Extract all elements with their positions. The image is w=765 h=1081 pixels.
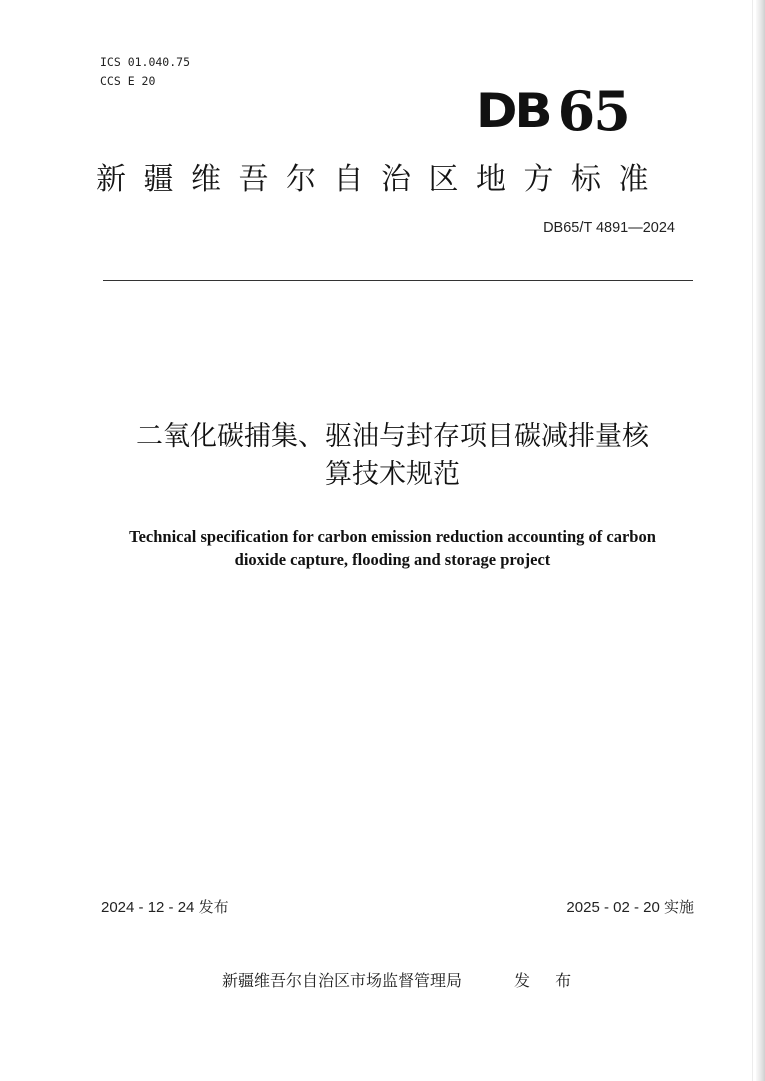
english-title [60,525,725,571]
db-logo-number: 65 [557,79,629,143]
english-title-line-2: dioxide capture, flooding and storage project [234,550,551,569]
db-logo [476,79,629,143]
issue-date: 2024 - 12 - 24 发布 [101,899,229,916]
standard-type-title: 新疆维吾尔自治区地方标准 [96,162,666,197]
ccs-code: CCS E 20 [100,74,156,88]
scan-edge-shadow [756,0,765,1081]
publisher-name: 新疆维吾尔自治区市场监督管理局 [222,971,463,990]
implementation-date: 2025 - 02 - 20 实施 [566,899,694,916]
publish-label: 发 布 [514,971,582,990]
chinese-title-line-1: 二氧化碳捕集、驱油与封存项目碳减排量核 [136,421,649,452]
header-divider [103,280,693,281]
standard-code: DB65/T 4891—2024 [543,220,675,236]
db-logo-letters: DB [476,83,550,139]
ics-code: ICS 01.040.75 [100,55,191,69]
english-title-line-1: Technical specification for carbon emission reduction accounting of carbon [129,527,656,546]
scan-edge-line [752,0,753,1081]
chinese-title [60,418,725,494]
classification-block [100,53,190,91]
chinese-title-line-2: 算技术规范 [325,459,460,490]
